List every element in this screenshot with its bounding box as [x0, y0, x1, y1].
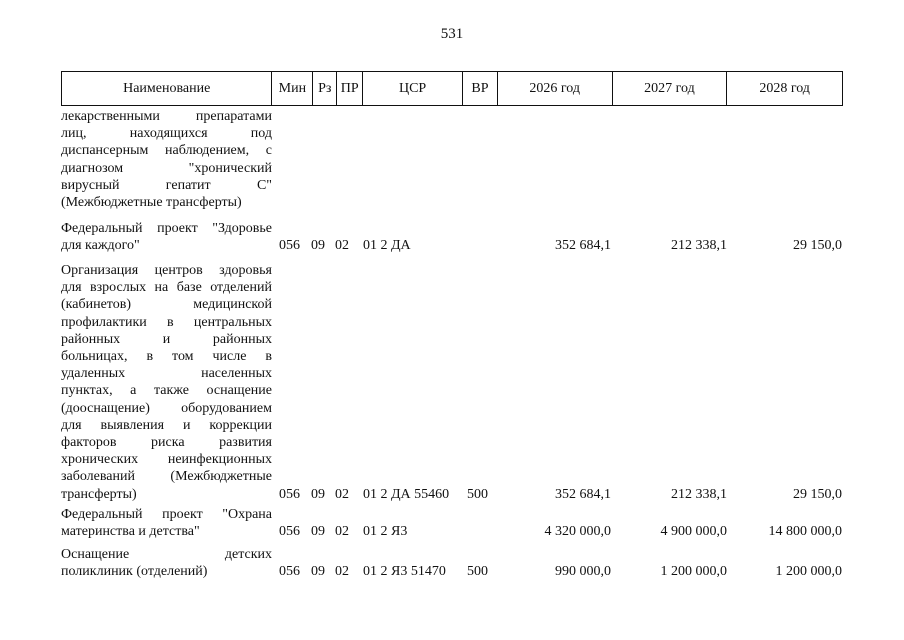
row-2028: 14 800 000,0 [768, 524, 842, 540]
row-2026: 352 684,1 [555, 238, 611, 254]
row-name [61, 262, 272, 503]
row-csr: 01 2 ДА 55460 [363, 486, 450, 502]
row-name-line: удаленных населенных [61, 366, 272, 382]
header-2027: 2027 год [613, 72, 728, 105]
row-name-line: Оснащение детских [61, 547, 272, 562]
row-vr: 500 [467, 564, 488, 580]
row-name-line: (кабинетов) медицинской [61, 297, 272, 313]
row-2028: 1 200 000,0 [775, 564, 842, 580]
row-vr: 500 [467, 486, 488, 502]
row-rz: 09 [311, 238, 325, 254]
row-name [61, 220, 272, 254]
row-name-line: хронических неинфекционных [61, 452, 272, 468]
row-name-line: лекарственными препаратами [61, 109, 272, 124]
row-name-line: для каждого" [61, 238, 140, 254]
table-header [61, 71, 843, 106]
header-name: Наименование [62, 72, 272, 105]
row-2028: 29 150,0 [793, 238, 842, 254]
row-name-line: поликлиник (отделений) [61, 564, 208, 580]
row-name-line: для взрослых на базе отделений [61, 280, 272, 296]
header-rz: Рз [313, 72, 337, 105]
row-rz: 09 [311, 564, 325, 580]
header-min: Мин [272, 72, 313, 105]
row-2026: 352 684,1 [555, 486, 611, 502]
page-number: 531 [440, 26, 464, 42]
row-csr: 01 2 ДА [363, 238, 411, 254]
row-min: 056 [279, 486, 300, 502]
row-2027: 1 200 000,0 [660, 564, 727, 580]
row-2028: 29 150,0 [793, 486, 842, 502]
row-name-line: заболеваний (Межбюджетные [61, 469, 272, 485]
row-name [61, 108, 272, 211]
row-2026: 4 320 000,0 [544, 524, 611, 540]
header-vr: ВР [463, 72, 498, 105]
row-name-line: диспансерным наблюдением, с [61, 143, 272, 159]
row-name [61, 506, 272, 540]
row-name-line: Федеральный проект "Здоровье [61, 221, 272, 236]
row-name-line: профилактики в центральных [61, 314, 272, 330]
row-name-line: диагнозом "хронический [61, 160, 272, 176]
row-pr: 02 [335, 524, 349, 540]
row-name-line: Организация центров здоровья [61, 263, 272, 278]
row-name-line: материнства и детства" [61, 524, 200, 540]
row-2026: 990 000,0 [555, 564, 611, 580]
row-pr: 02 [335, 238, 349, 254]
row-name-line: лиц, находящихся под [61, 126, 272, 142]
row-min: 056 [279, 524, 300, 540]
row-name-line: факторов риска развития [61, 435, 272, 451]
header-2026: 2026 год [498, 72, 613, 105]
row-name-line: районных и районных [61, 331, 272, 347]
header-pr: ПР [337, 72, 363, 105]
row-min: 056 [279, 238, 300, 254]
row-name-line: для выявления и коррекции [61, 417, 272, 433]
row-name [61, 546, 272, 580]
row-rz: 09 [311, 486, 325, 502]
row-pr: 02 [335, 564, 349, 580]
header-csr: ЦСР [363, 72, 463, 105]
row-csr: 01 2 Я3 [363, 524, 408, 540]
row-name-line: больницах, в том числе в [61, 349, 272, 365]
row-min: 056 [279, 564, 300, 580]
row-2027: 4 900 000,0 [660, 524, 727, 540]
row-2027: 212 338,1 [671, 238, 727, 254]
row-2027: 212 338,1 [671, 486, 727, 502]
row-name-line: Федеральный проект "Охрана [61, 507, 272, 522]
row-csr: 01 2 Я3 51470 [363, 564, 446, 580]
header-2028: 2028 год [759, 80, 810, 96]
row-name-line: пунктах, а также оснащение [61, 383, 272, 399]
row-name-line: (Межбюджетные трансферты) [61, 195, 242, 211]
row-name-line: трансферты) [61, 486, 137, 502]
row-pr: 02 [335, 486, 349, 502]
row-name-line: (дооснащение) оборудованием [61, 400, 272, 416]
row-name-line: вирусный гепатит С" [61, 177, 272, 193]
row-rz: 09 [311, 524, 325, 540]
